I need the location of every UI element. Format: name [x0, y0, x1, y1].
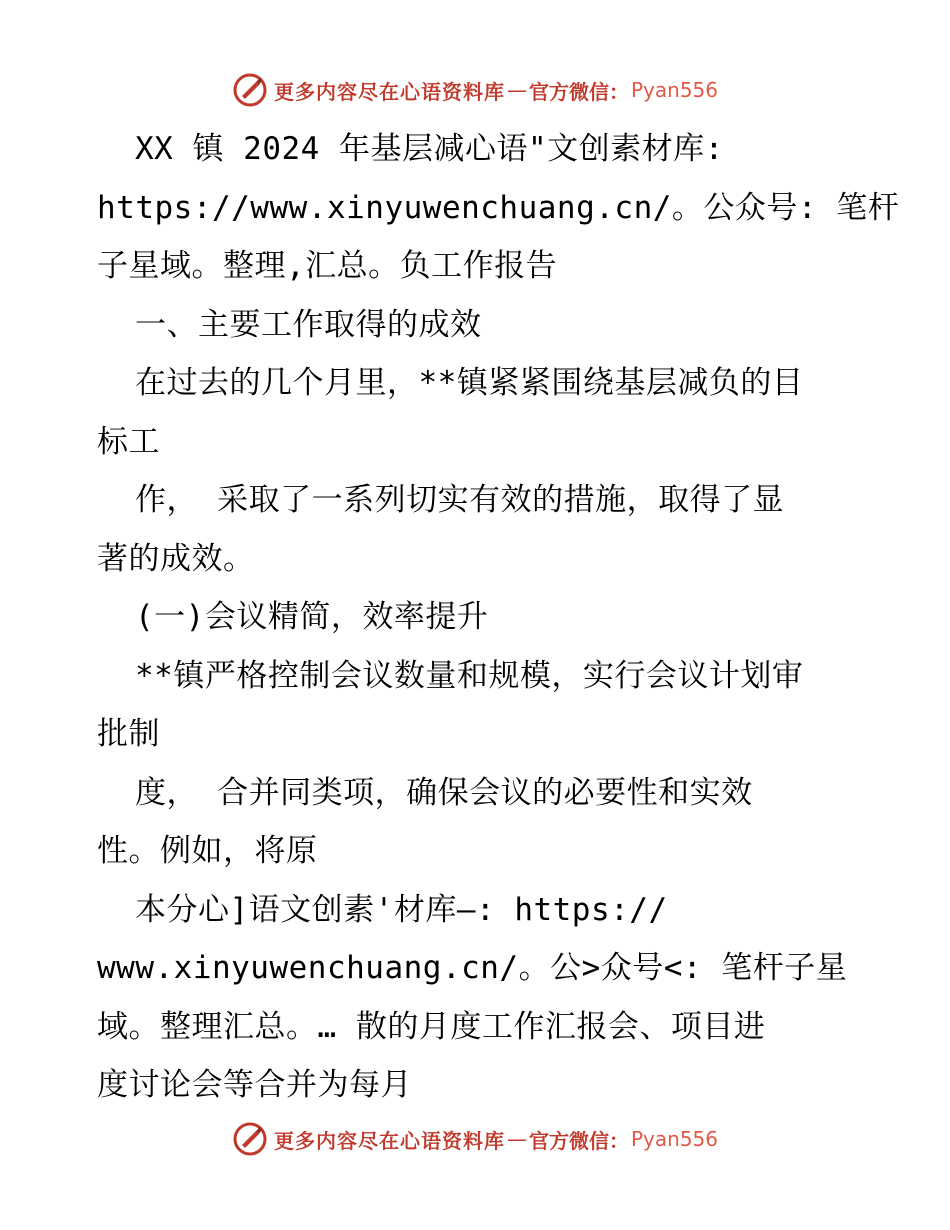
subsection-heading: (一)会议精简，效率提升: [135, 599, 489, 635]
doc-line: 性。例如，将原: [97, 833, 318, 869]
doc-line: 本分心]语文创素'材库—: https://: [135, 891, 668, 928]
doc-line: 度， 合并同类项，确保会议的必要性和实效: [135, 774, 753, 811]
brand-logo-icon: [232, 72, 268, 108]
doc-line: 在过去的几个月里，**镇紧紧围绕基层减负的目: [135, 365, 804, 401]
banner-contact-id: Pyan556: [630, 78, 718, 102]
doc-line: 度讨论会等合并为每月: [97, 1067, 412, 1103]
doc-line: 子星域。整理,汇总。负工作报告: [97, 248, 558, 284]
banner-separator: —: [506, 78, 527, 102]
doc-line: XX 镇 2024 年基层减心语"文创素材库:: [135, 131, 724, 167]
doc-line: 标工: [97, 423, 160, 460]
doc-line: https://www.xinyuwenchuang.cn/。公众号: 笔杆: [97, 189, 900, 226]
header-watermark-banner: [0, 70, 950, 110]
banner-separator: —: [506, 1127, 527, 1151]
doc-line: www.xinyuwenchuang.cn/。公>众号<: 笔杆子星: [97, 950, 848, 986]
doc-line: 批制: [97, 716, 160, 752]
document-body: [97, 120, 900, 1115]
banner-main-text: 更多内容尽在心语资料库: [273, 79, 505, 104]
banner-contact-label: 官方微信：: [528, 1128, 629, 1153]
brand-logo-icon: [232, 1121, 268, 1157]
doc-line: **镇严格控制会议数量和规模，实行会议计划审: [135, 657, 804, 694]
banner-contact-label: 官方微信：: [528, 79, 629, 104]
doc-line: 域。整理汇总。… 散的月度工作汇报会、项目进: [97, 1008, 766, 1045]
footer-watermark-banner: [0, 1119, 950, 1159]
banner-contact-id: Pyan556: [630, 1127, 718, 1151]
section-heading: 一、主要工作取得的成效: [135, 306, 482, 343]
doc-line: 著的成效。: [97, 540, 255, 577]
doc-line: 作， 采取了一系列切实有效的措施，取得了显: [135, 482, 785, 518]
banner-main-text: 更多内容尽在心语资料库: [273, 1128, 505, 1153]
